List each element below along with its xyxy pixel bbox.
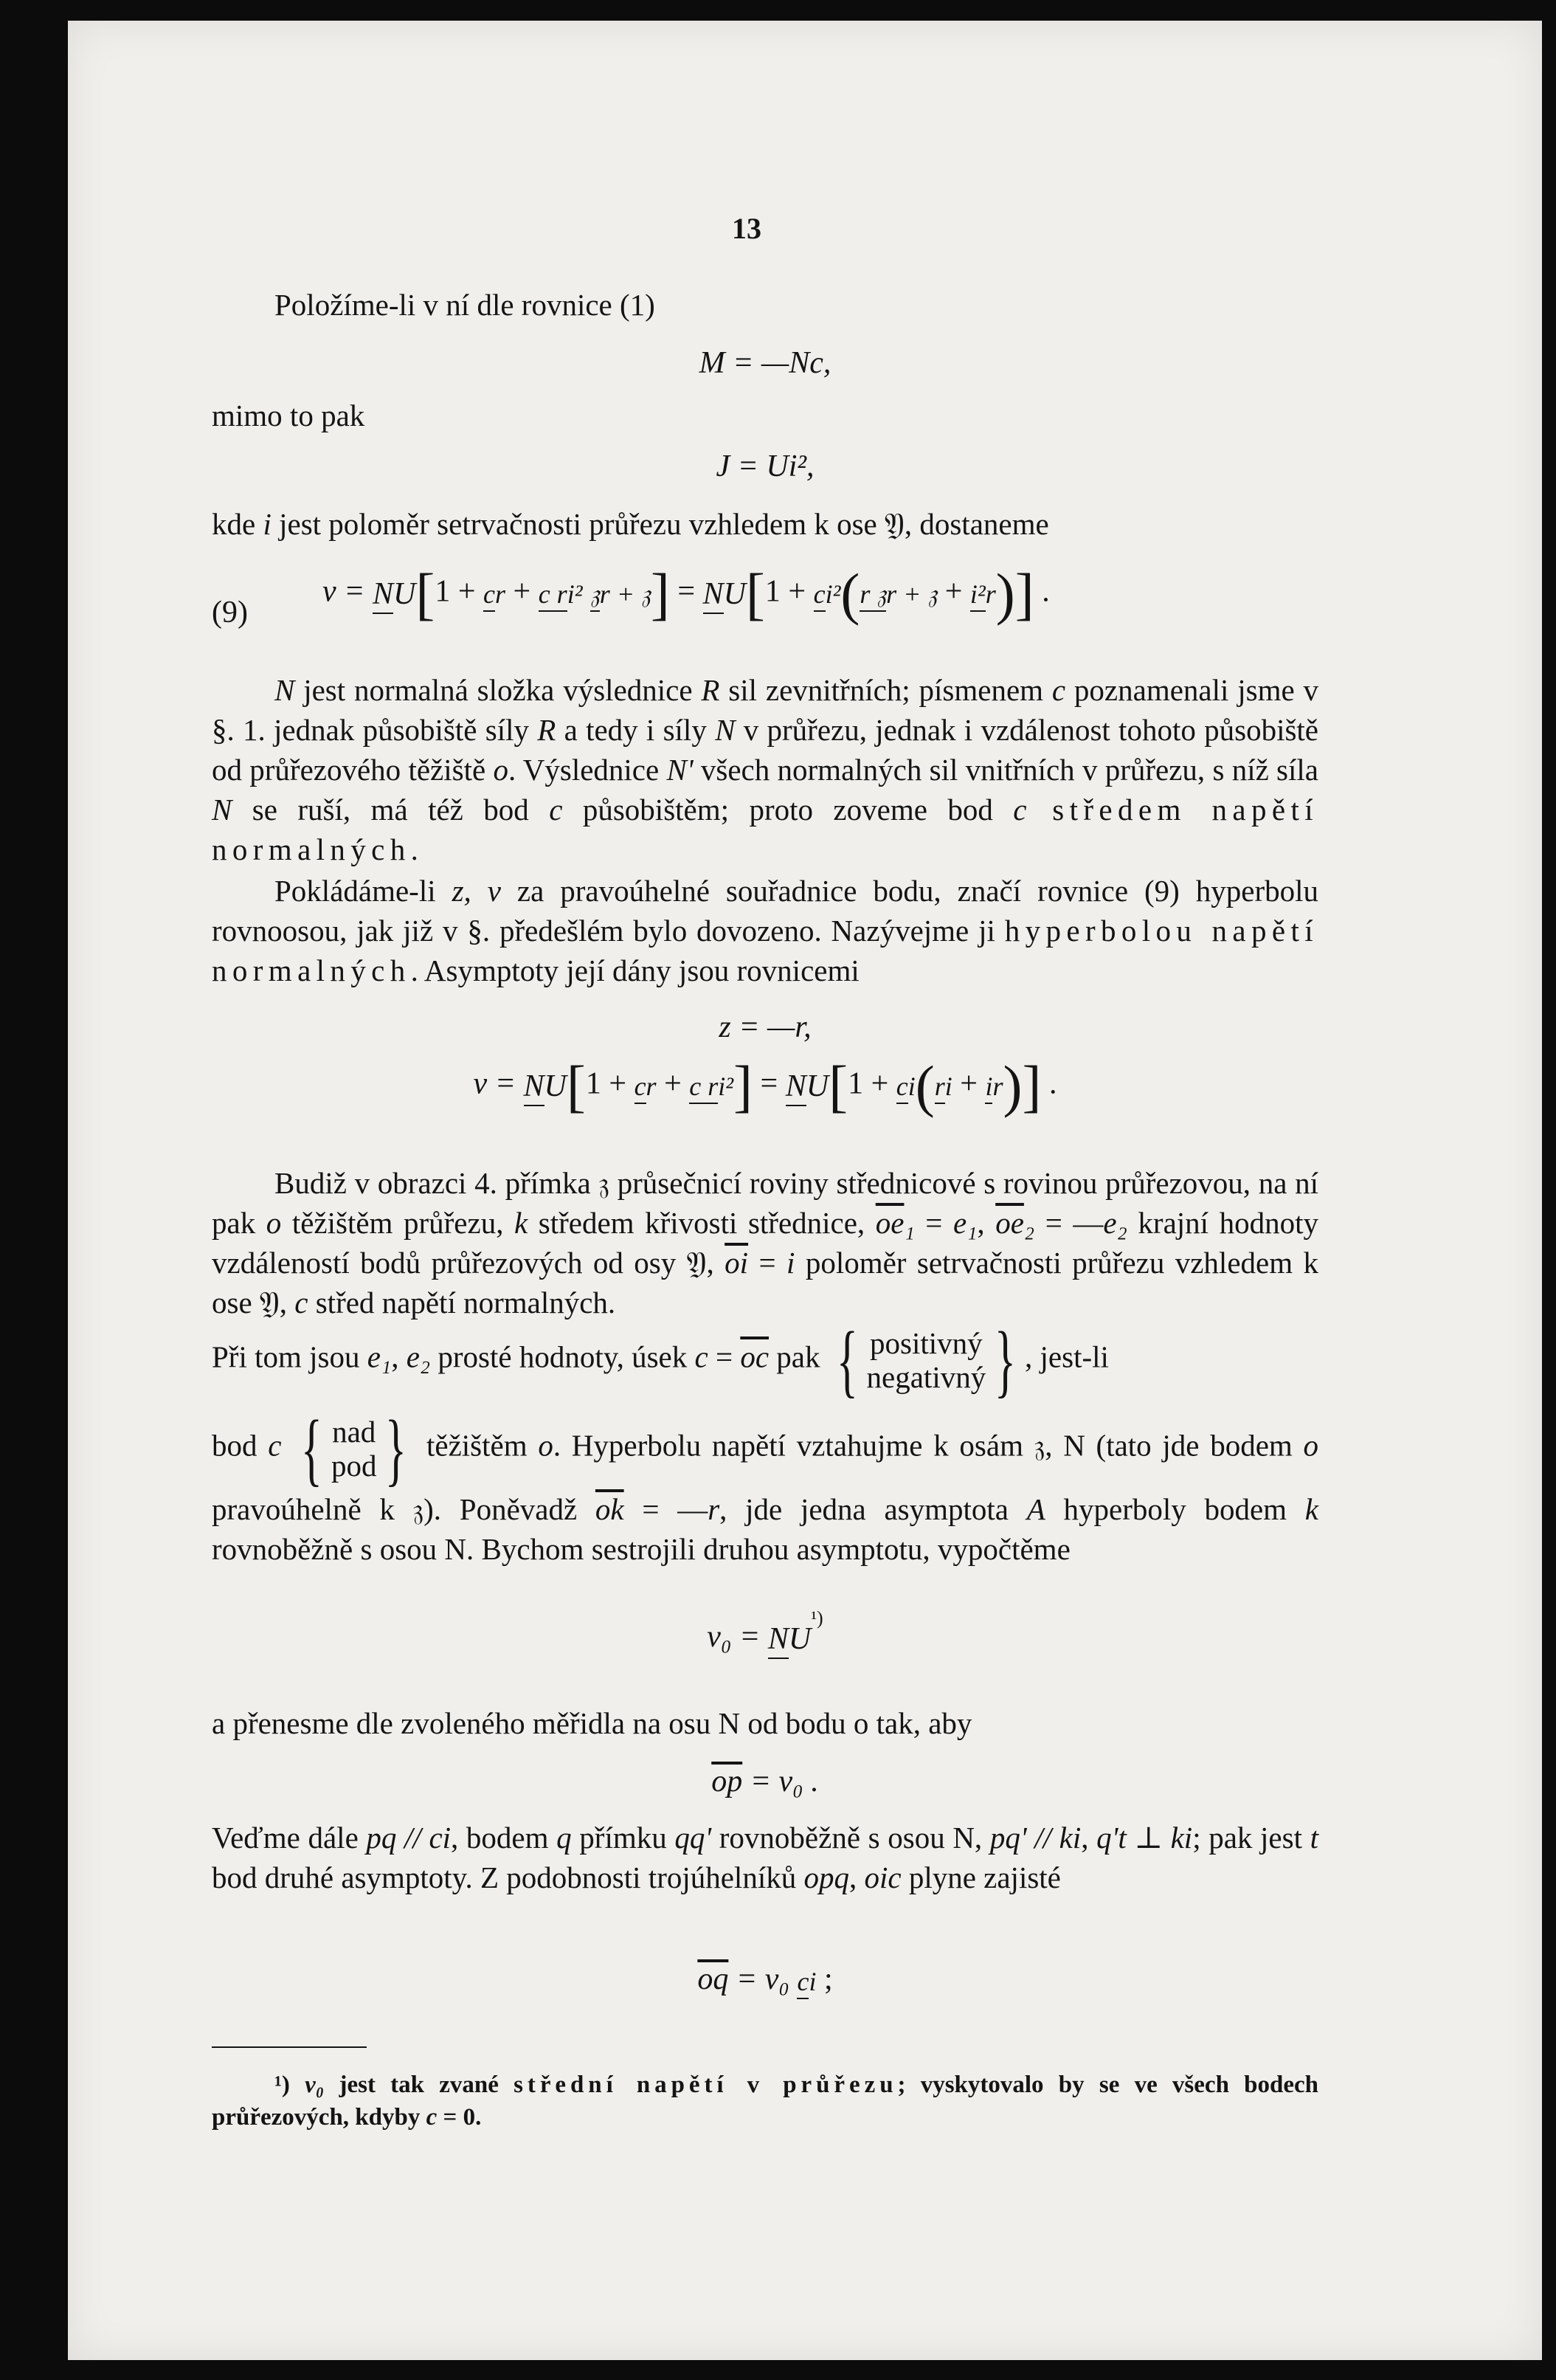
text-fragment: ¹): [274, 2072, 290, 2098]
text-fragment: střední napětí v průřezu: [514, 2072, 898, 2098]
equation-m: [212, 345, 1318, 381]
eq-lhs: v =: [322, 574, 365, 609]
text-fragment: U: [806, 1069, 829, 1103]
text-fragment: k: [1304, 1492, 1318, 1526]
text-fragment: bod druhé asymptoty. Z podobnosti trojúhelníků: [212, 1860, 804, 1894]
text-fragment: v₀: [289, 2072, 325, 2098]
text-fragment: Veďme dále: [212, 1821, 367, 1855]
text-fragment: těžištěm: [415, 1428, 539, 1463]
text-fragment: i: [809, 1967, 817, 1997]
text-fragment: c: [634, 1072, 646, 1104]
text-fragment: oic: [864, 1860, 902, 1894]
text-fragment: N': [666, 753, 694, 787]
math-glyph: ): [1003, 1054, 1023, 1118]
text-fragment: t: [1310, 1821, 1319, 1855]
math-glyph: [: [566, 1054, 586, 1118]
text-fragment: c: [896, 1072, 908, 1104]
text-fragment: =: [760, 1066, 778, 1101]
text-fragment: 1 +: [585, 1066, 627, 1101]
text-fragment: r: [708, 1492, 720, 1526]
paragraph-kde: [212, 504, 1318, 544]
brace-close: }: [385, 1404, 407, 1494]
document-page: [68, 21, 1542, 2360]
option-stack: [867, 1326, 986, 1394]
text-fragment: Pokládáme-li: [274, 874, 452, 908]
text-fragment: ,: [1081, 1821, 1097, 1855]
fraction: [860, 581, 937, 607]
text-fragment: opq: [803, 1860, 849, 1894]
text-fragment: N: [274, 673, 295, 707]
fraction: [768, 1624, 811, 1655]
equation-text: M = —Nc,: [699, 346, 831, 380]
text-fragment: pq // ci: [366, 1821, 452, 1855]
brace-close: }: [995, 1315, 1017, 1405]
text-fragment: negativný: [866, 1360, 986, 1394]
text-fragment: r: [935, 1072, 945, 1104]
text-fragment: c: [426, 2104, 438, 2131]
fraction: [634, 1073, 657, 1100]
math-glyph: (: [915, 1054, 935, 1118]
text-fragment: A: [1026, 1492, 1045, 1526]
text-fragment: i²: [567, 579, 583, 609]
text-fragment: i²: [970, 579, 986, 612]
text-fragment: r: [646, 1072, 657, 1101]
text-fragment: .: [410, 832, 418, 866]
equation-oq: [212, 1962, 1318, 1997]
text-fragment: i: [985, 1072, 992, 1104]
text-fragment: $\overline{ok}$: [595, 1492, 624, 1526]
text-fragment: e₂: [1103, 1206, 1127, 1240]
text-fragment: střed napětí normalných.: [308, 1286, 616, 1320]
text-fragment: rovnoběžně s osou N,: [711, 1821, 990, 1855]
equation-asymptote-v: v = NU[1 + cr + c ri²] = NU[1 + ci(ri + ir)] .: [473, 1054, 1057, 1118]
symbol: i: [263, 507, 272, 541]
footnote-rule: [212, 2046, 367, 2048]
text-fragment: se ruší, má též bod: [232, 793, 550, 827]
text-fragment: v průřezu, jednak i vzdálenost tohoto působiště od průřezového těžiště: [212, 713, 1319, 787]
text-fragment: k: [514, 1206, 528, 1240]
text-fragment: pod: [331, 1449, 377, 1483]
fraction: [814, 581, 841, 607]
text-fragment: všech normalných sil vnitřních v průřezu, s níž síla: [693, 753, 1318, 787]
paren-open: (: [840, 562, 860, 626]
text-fragment: =: [914, 1206, 953, 1240]
text-fragment: prosté hodnoty, úsek: [430, 1339, 695, 1374]
text-fragment: , jest-li: [1025, 1339, 1109, 1374]
text-fragment: z, v: [452, 874, 501, 908]
paragraph-pri-tom: [212, 1315, 1318, 1405]
text-fragment: positivný: [870, 1326, 983, 1360]
text-fragment: i²: [718, 1072, 734, 1101]
text-fragment: r: [992, 1072, 1003, 1101]
text-fragment: 1 +: [848, 1066, 889, 1101]
paragraph-prenesme: [212, 1703, 1318, 1743]
text-fragment: středem křivosti střednice,: [528, 1206, 876, 1240]
equation-j: [212, 449, 1318, 484]
text-fragment: kde: [212, 507, 263, 541]
fraction: [524, 1071, 567, 1102]
text-fragment: i: [786, 1246, 795, 1280]
text-fragment: 𝔷: [598, 1166, 609, 1200]
text-fragment: +: [664, 1066, 682, 1101]
fraction: [797, 1968, 816, 1995]
brace-open: {: [836, 1315, 858, 1405]
equation-text: z = —r,: [719, 1010, 812, 1044]
text-fragment: c: [1051, 673, 1066, 707]
text-fragment: ₂: [1023, 1206, 1035, 1240]
text-fragment: hyperbolou napětí normalných: [212, 914, 1318, 987]
equation-body: v = NU[1 + cr + c ri² 𝔷r + 𝔷] = NU[1 + ci²(r 𝔷r + 𝔷 + i²r)] .: [322, 562, 1050, 626]
fraction: [373, 579, 415, 610]
text-fragment: Budiž v obrazci 4. přímka: [274, 1166, 599, 1200]
text-fragment: středem napětí normalných: [212, 793, 1319, 866]
bracket-open: [: [745, 562, 765, 626]
text-fragment: c r: [689, 1072, 718, 1104]
eq-term: 1 +: [435, 574, 476, 609]
text-fragment: . Hyperbolu napětí vztahujme k osám: [553, 1428, 1034, 1463]
fraction: [935, 1073, 952, 1100]
fraction: [985, 1073, 1003, 1100]
text-fragment: r 𝔷: [860, 579, 886, 612]
equation-asymptote-z: [212, 1010, 1318, 1045]
text-fragment: rovnoběžně s osou N. Bychom sestrojili druhou asymptotu, vypočtěme: [212, 1532, 1071, 1566]
option-stack: [331, 1415, 377, 1483]
text-fragment: bod: [212, 1428, 269, 1463]
text-fragment: c r: [539, 579, 567, 612]
text-fragment: c: [549, 793, 563, 827]
footnote: [212, 2069, 1318, 2134]
text-fragment: krajní hodnoty vzdáleností bodů průřezových od osy 𝔜,: [212, 1206, 1318, 1280]
text-fragment: nad: [332, 1415, 376, 1449]
page-number: 13: [732, 212, 761, 245]
footnote-ref: ¹): [811, 1607, 823, 1629]
eq-op: +: [513, 574, 531, 609]
equation-op: [212, 1764, 1318, 1799]
eq-term: 1 +: [764, 574, 806, 609]
paren-close: ): [995, 562, 1015, 626]
text-fragment: = —: [623, 1492, 708, 1526]
text-fragment: , jde jedna asymptota: [719, 1492, 1027, 1526]
text-fragment: c: [1013, 793, 1027, 827]
text-fragment: U: [544, 1069, 567, 1103]
text-fragment: ). Poněvadž: [423, 1492, 595, 1526]
fraction: [786, 1071, 829, 1102]
text-fragment: . Asymptoty její dány jsou rovnicemi: [410, 953, 860, 987]
text-fragment: U: [393, 577, 416, 611]
text-fragment: N: [786, 1069, 806, 1106]
text-fragment: i: [907, 1072, 916, 1101]
text-fragment: e₂: [406, 1339, 431, 1374]
text-fragment: jest normalná složka výslednice: [294, 673, 702, 707]
text-fragment: 𝔷: [1034, 1428, 1045, 1463]
equation-label: (9): [212, 596, 248, 630]
text-fragment: o: [1303, 1428, 1319, 1463]
text-fragment: c: [694, 1339, 708, 1374]
text-fragment: $\overline{oe}$: [875, 1206, 905, 1240]
text-fragment: e₁: [952, 1206, 978, 1240]
text-fragment: za pravoúhelné souřadnice bodu, značí rovnice (9) hyperbolu rovnoosou, jak již v §. předešlém bylo dovozeno. Nazývejme ji: [212, 874, 1318, 948]
text-fragment: ,: [391, 1339, 407, 1374]
text-fragment: i²: [825, 579, 841, 609]
text-fragment: pq' // ki: [989, 1821, 1082, 1855]
equation-9: [212, 562, 1318, 661]
text-fragment: ; vyskytovalo by se ve všech bodech průřezových, kdyby: [212, 2072, 1318, 2131]
text-fragment: = v₀ .: [742, 1765, 819, 1798]
text-fragment: v₀ =: [707, 1620, 761, 1654]
paragraph-normal-force: [212, 670, 1318, 869]
text-fragment: $\overline{oc}$: [740, 1339, 770, 1374]
eq-op: =: [677, 574, 696, 609]
math-glyph: [: [829, 1054, 848, 1118]
text-fragment: $\overline{oi}$: [725, 1246, 749, 1280]
paragraph-vedme: [212, 1818, 1318, 1897]
text-line: mimo to pak: [212, 399, 365, 432]
text-fragment: i: [944, 1072, 952, 1101]
text-fragment: = v₀: [728, 1962, 798, 1996]
text-fragment: ; pak jest: [1192, 1821, 1310, 1855]
text-fragment: plyne zajisté: [901, 1860, 1061, 1894]
text-fragment: R: [701, 673, 720, 707]
text-fragment: Při tom jsou: [212, 1339, 367, 1374]
text-fragment: jest poloměr setrvačnosti průřezu vzhledem k ose 𝔜, dostaneme: [271, 507, 1049, 541]
text-fragment: =: [748, 1246, 787, 1280]
text-fragment: U: [788, 1622, 812, 1657]
paragraph-hyperbola: [212, 871, 1318, 990]
bracket-close: ]: [1014, 562, 1034, 626]
bracket-close: ]: [650, 562, 670, 626]
fraction: [896, 1073, 916, 1100]
text-fragment: N: [524, 1069, 544, 1106]
equation-v0: [212, 1607, 1318, 1655]
text-fragment: jest tak zvané: [324, 2072, 514, 2098]
text-fragment: r + 𝔷: [599, 579, 651, 609]
brace-open: {: [301, 1404, 323, 1494]
text-fragment: poznamenali jsme v §. 1. jednak působiště síly: [212, 673, 1319, 747]
text-fragment: =: [708, 1339, 741, 1374]
text-fragment: 𝔷: [412, 1492, 424, 1526]
text-fragment: průsečnicí roviny střednicové s rovinou průřezovou, na ní pak: [212, 1166, 1318, 1240]
text-fragment: o: [538, 1428, 553, 1463]
text-fragment: c: [814, 579, 826, 612]
text-fragment: N: [768, 1622, 789, 1659]
text-fragment: r + 𝔷: [886, 579, 938, 609]
text-fragment: N: [715, 713, 736, 747]
text-fragment: $\overline{op}$: [711, 1765, 743, 1798]
eq-op: +: [944, 574, 963, 609]
text-fragment: r: [985, 579, 996, 609]
text-fragment: U: [723, 577, 746, 611]
fraction: [689, 1073, 733, 1100]
paragraph-budiz: [212, 1163, 1318, 1322]
text-fragment: ;: [816, 1962, 833, 1996]
fraction: [483, 581, 505, 607]
text-fragment: c: [294, 1286, 308, 1320]
text-fragment: 𝔷: [590, 579, 600, 612]
text-fragment: o: [493, 753, 508, 787]
fraction: [970, 581, 996, 607]
text-fragment: o: [266, 1206, 282, 1240]
paragraph-mimo: [212, 396, 1318, 435]
text-line: Položíme-li v ní dle rovnice (1): [274, 288, 655, 322]
text-fragment: c: [483, 579, 495, 612]
text-fragment: N: [373, 577, 393, 614]
paragraph-intro: [212, 285, 1318, 325]
text-fragment: $\overline{oq}$: [697, 1962, 729, 1996]
text-fragment: přímku: [571, 1821, 675, 1855]
text-fragment: . Výslednice: [508, 753, 667, 787]
text-fragment: sil zevnitřních; písmenem: [719, 673, 1052, 707]
paragraph-bod: [212, 1404, 1319, 1569]
text-fragment: působištěm; proto zoveme bod: [562, 793, 1014, 827]
equation-text: J = Ui²,: [716, 449, 815, 483]
text-fragment: pravoúhelně k: [212, 1492, 413, 1526]
text-fragment: = 0.: [437, 2104, 482, 2131]
text-fragment: ,: [848, 1860, 865, 1894]
text-fragment: N: [703, 577, 724, 614]
text-fragment: e₁: [367, 1339, 392, 1374]
fraction: [703, 579, 746, 610]
text-fragment: v =: [473, 1066, 516, 1101]
text-fragment: a přenesme dle zvoleného měřidla na osu N od bodu o tak, aby: [212, 1706, 972, 1740]
text-fragment: těžištěm průřezu,: [281, 1206, 514, 1240]
math-glyph: ]: [733, 1054, 753, 1118]
text-fragment: = —: [1034, 1206, 1104, 1240]
text-fragment: c: [797, 1967, 809, 1999]
text-fragment: qq': [674, 1821, 712, 1855]
text-fragment: , N (tato jde bodem: [1045, 1428, 1304, 1463]
text-fragment: N: [212, 793, 232, 827]
text-fragment: q: [556, 1821, 572, 1855]
bracket-open: [: [415, 562, 435, 626]
math-glyph: ]: [1022, 1054, 1042, 1118]
text-fragment: r: [495, 579, 506, 609]
fraction: [590, 581, 651, 607]
text-fragment: ₁: [904, 1206, 915, 1240]
text-fragment: R: [537, 713, 556, 747]
text-fragment: q't ⊥ ki: [1096, 1821, 1193, 1855]
text-fragment: poloměr setrvačnosti průřezu vzhledem k ose 𝔜,: [212, 1246, 1319, 1320]
text-fragment: ,: [977, 1206, 996, 1240]
text-fragment: hyperboly bodem: [1045, 1492, 1305, 1526]
fraction: [539, 581, 583, 607]
text-fragment: $\overline{oe}$: [995, 1206, 1024, 1240]
text-fragment: pak: [769, 1339, 820, 1374]
text-fragment: +: [960, 1066, 978, 1101]
text-fragment: c: [268, 1428, 282, 1463]
text-fragment: a tedy i síly: [556, 713, 716, 747]
text-fragment: , bodem: [451, 1821, 557, 1855]
